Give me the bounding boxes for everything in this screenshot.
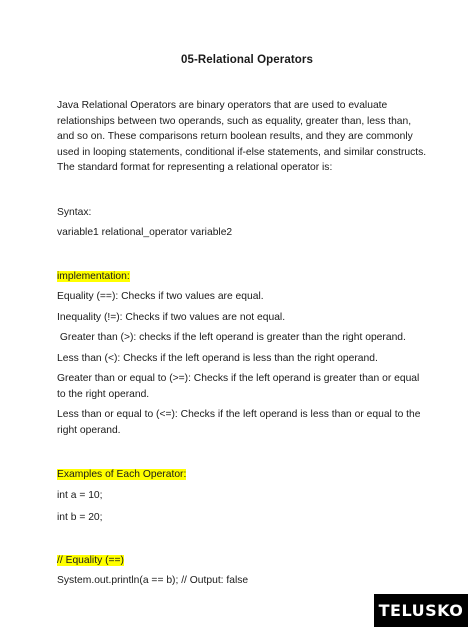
examples-highlight: Examples of Each Operator: (57, 469, 187, 480)
syntax-label: Syntax: (57, 206, 92, 218)
code-line-b: int b = 20; (57, 512, 103, 523)
document-body (57, 98, 429, 589)
code-line-a: int a = 10; (57, 489, 103, 501)
operator-item-greater-than: Greater than (>): checks if the left operand is greater than the right operand. (57, 332, 406, 343)
operator-item-less-or-equal: Less than or equal to (<=): Checks if the left operand is less than or equal to the right operand. (57, 409, 421, 436)
syntax-line: variable1 relational_operator variable2 (57, 227, 233, 238)
page-title: 05-Relational Operators (180, 54, 314, 66)
operator-item-less-than: Less than (<): Checks if the left operand is less than the right operand. (57, 352, 378, 364)
implementation-heading (57, 269, 429, 285)
telusko-logo: TELUSKO (374, 594, 468, 627)
equality-highlight: // Equality (==) (57, 554, 124, 566)
operator-item-inequality: Inequality (!=): Checks if two values are not equal. (57, 311, 286, 323)
examples-heading (57, 467, 429, 483)
intro-paragraph: Java Relational Operators are binary operators that are used to evaluate relationships between two operands, such as equality, greater than, less than, and so on. These comparisons return boolean results, and they are commonly used in looping statements, conditional if-else statements, and similar constructs. The standard format for representing a relational operator is: (57, 100, 427, 173)
operator-item-equality: Equality (==): Checks if two values are equal. (57, 291, 264, 302)
operator-item-greater-or-equal: Greater than or equal to (>=): Checks if the left operand is greater than or equal to the right operand. (57, 373, 420, 400)
equality-heading (57, 553, 429, 569)
equality-code-line: System.out.println(a == b); // Output: false (57, 575, 249, 586)
implementation-highlight: implementation: (57, 270, 130, 282)
